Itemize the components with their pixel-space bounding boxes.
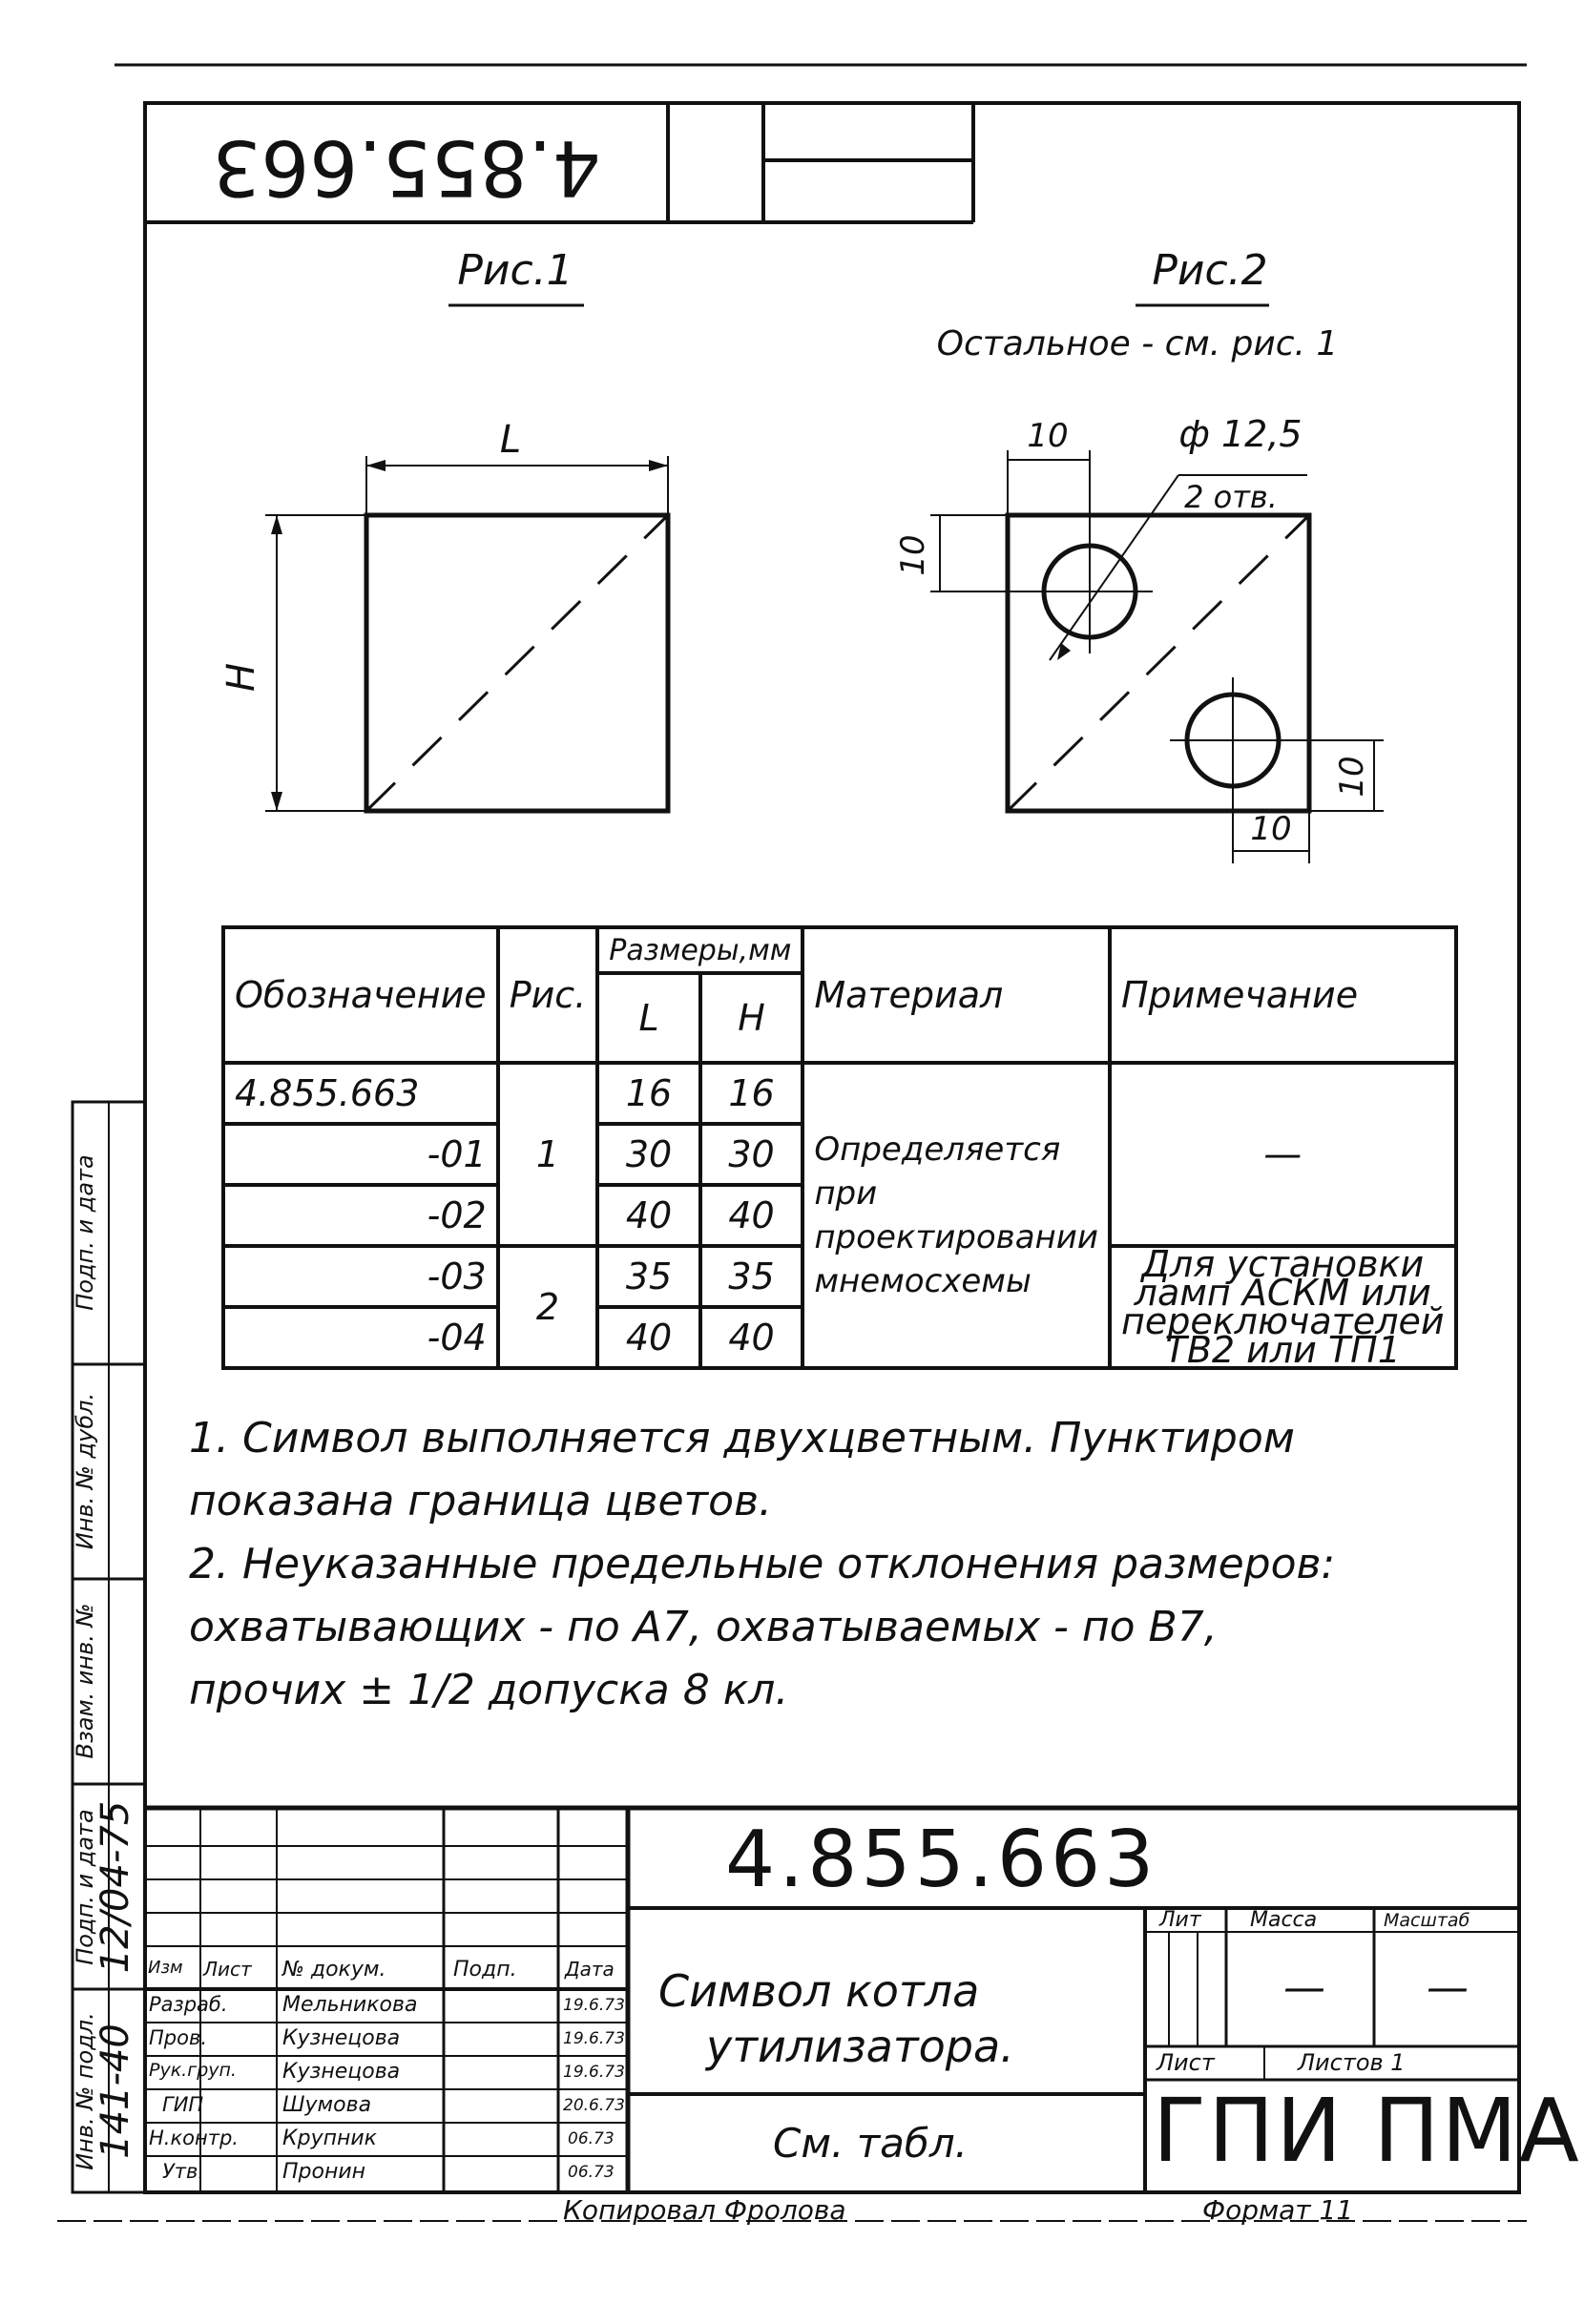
note-line: охватывающих - по А7, охватываемых - по В7, <box>189 1603 1218 1651</box>
sign-date: 20.6.73 <box>563 2096 625 2115</box>
role: ГИП <box>162 2093 204 2116</box>
th-designation: Обозначение <box>223 927 498 1063</box>
sign-date: 06.73 <box>568 2129 615 2148</box>
hdr-sign: Подп. <box>453 1958 517 1982</box>
fig2-color-boundary <box>1008 515 1309 811</box>
title-name-line2: утилизатора. <box>706 2021 1014 2072</box>
row-H: 16 <box>700 1063 803 1124</box>
row-H: 35 <box>700 1246 803 1307</box>
sign-date: 19.6.73 <box>563 1996 625 2015</box>
th-L: L <box>597 973 700 1063</box>
fig2-title: Рис.2 <box>1152 246 1268 295</box>
note-group-2: Для установки ламп АСКМ или переключателей ТВ2 или ТП1 <box>1110 1246 1456 1368</box>
side-label-orig-inv: Инв. № подл. <box>72 2012 98 2170</box>
fig2-hole-count: 2 отв. <box>1184 479 1278 515</box>
side-label-sign-date: Подп. и дата <box>72 1154 98 1311</box>
fig2-dim-10-right: 10 <box>1333 756 1371 798</box>
figure-2 <box>894 246 1384 863</box>
person-name: Крупник <box>282 2127 377 2150</box>
spec-table <box>221 925 1458 1370</box>
row-H: 40 <box>700 1185 803 1246</box>
row-H: 40 <box>700 1307 803 1368</box>
row-L: 16 <box>597 1063 700 1124</box>
note-line: прочих ± 1/2 допуска 8 кл. <box>189 1666 789 1714</box>
fig1-title: Рис.1 <box>457 246 573 295</box>
mass-label: Масса <box>1250 1908 1318 1932</box>
fig1-dim-H: H <box>219 662 263 693</box>
person-name: Мельникова <box>282 1993 418 2017</box>
note-line: показана граница цветов. <box>189 1477 772 1525</box>
top-stamp-number: 4.855.663 <box>212 123 601 213</box>
role: Рук.груп. <box>149 2060 237 2081</box>
role: Пров. <box>149 2026 208 2049</box>
fig-group-1: 1 <box>498 1063 598 1246</box>
scale-value: — <box>1427 1963 1469 2012</box>
scale-label: Масштаб <box>1384 1910 1470 1931</box>
copied-by: Копировал Фролова <box>563 2194 846 2226</box>
row-L: 30 <box>597 1124 700 1185</box>
row-L: 40 <box>597 1307 700 1368</box>
fig2-dim-10-top: 10 <box>1027 417 1069 455</box>
sign-date: 19.6.73 <box>563 2063 625 2082</box>
figure-1 <box>219 246 668 811</box>
note-line: 2. Неуказанные предельные отклонения размеров: <box>189 1540 1336 1588</box>
format-label: Формат 11 <box>1202 2194 1354 2226</box>
material-cell: Определяется при проектировании мнемосхемы <box>802 1063 1110 1368</box>
mass-value: — <box>1283 1963 1325 2012</box>
person-name: Кузнецова <box>282 2026 401 2050</box>
fig2-subtitle: Остальное - см. рис. 1 <box>936 324 1339 363</box>
title-doc-number: 4.855.663 <box>725 1815 1158 1905</box>
row-designation: 4.855.663 <box>223 1063 498 1124</box>
side-label-sign-date-2: Подп. и дата <box>72 1809 98 1965</box>
side-handwritten-date: 12/04-75 <box>94 1800 137 1974</box>
fig2-dim-10-left: 10 <box>894 534 932 576</box>
org-name: ГПИ ПМА <box>1153 2080 1581 2182</box>
th-dimensions: Размеры,мм <box>597 927 802 973</box>
row-designation: -03 <box>223 1246 498 1307</box>
fig2-hole-diameter: ф 12,5 <box>1178 413 1303 455</box>
hdr-date: Дата <box>565 1958 615 1981</box>
sheets-label: Листов 1 <box>1298 2049 1406 2076</box>
fig1-dim-L: L <box>499 418 522 462</box>
fig-group-2: 2 <box>498 1246 598 1368</box>
role: Утв. <box>162 2160 205 2183</box>
row-H: 30 <box>700 1124 803 1185</box>
person-name: Шумова <box>282 2093 372 2117</box>
table-row <box>223 1063 1456 1124</box>
title-name-line1: Символ котла <box>658 1965 980 2017</box>
th-note: Примечание <box>1110 927 1456 1063</box>
sign-date: 19.6.73 <box>563 2029 625 2048</box>
hdr-izm: Изм <box>148 1958 183 1978</box>
person-name: Кузнецова <box>282 2060 401 2084</box>
side-label-dup-inv: Инв. № дубл. <box>72 1392 98 1550</box>
th-material: Материал <box>802 927 1110 1063</box>
side-handwritten-inv: 141-40 <box>94 2023 137 2159</box>
side-strip <box>72 1102 145 2192</box>
top-stamp <box>145 103 973 222</box>
technical-notes <box>189 1407 1506 1722</box>
person-name: Пронин <box>282 2160 366 2184</box>
sheet-label: Лист <box>1157 2049 1215 2076</box>
fig2-dim-10-bottom: 10 <box>1250 810 1292 848</box>
note-line: 1. Символ выполняется двухцветным. Пунктиром <box>189 1414 1295 1463</box>
lit-label: Лит <box>1159 1908 1201 1932</box>
th-H: H <box>700 973 803 1063</box>
fig1-color-boundary <box>366 515 668 811</box>
hdr-list: Лист <box>203 1958 252 1981</box>
note-group-1: — <box>1110 1063 1456 1246</box>
row-designation: -02 <box>223 1185 498 1246</box>
hdr-docnum: № докум. <box>282 1958 386 1982</box>
role: Н.контр. <box>149 2127 239 2149</box>
title-material: См. табл. <box>773 2120 969 2167</box>
side-label-replace-inv: Взам. инв. № <box>72 1603 98 1759</box>
sign-date: 06.73 <box>568 2163 615 2182</box>
row-L: 35 <box>597 1246 700 1307</box>
row-L: 40 <box>597 1185 700 1246</box>
role: Разраб. <box>149 1993 228 2016</box>
row-designation: -04 <box>223 1307 498 1368</box>
row-designation: -01 <box>223 1124 498 1185</box>
th-figure: Рис. <box>498 927 598 1063</box>
